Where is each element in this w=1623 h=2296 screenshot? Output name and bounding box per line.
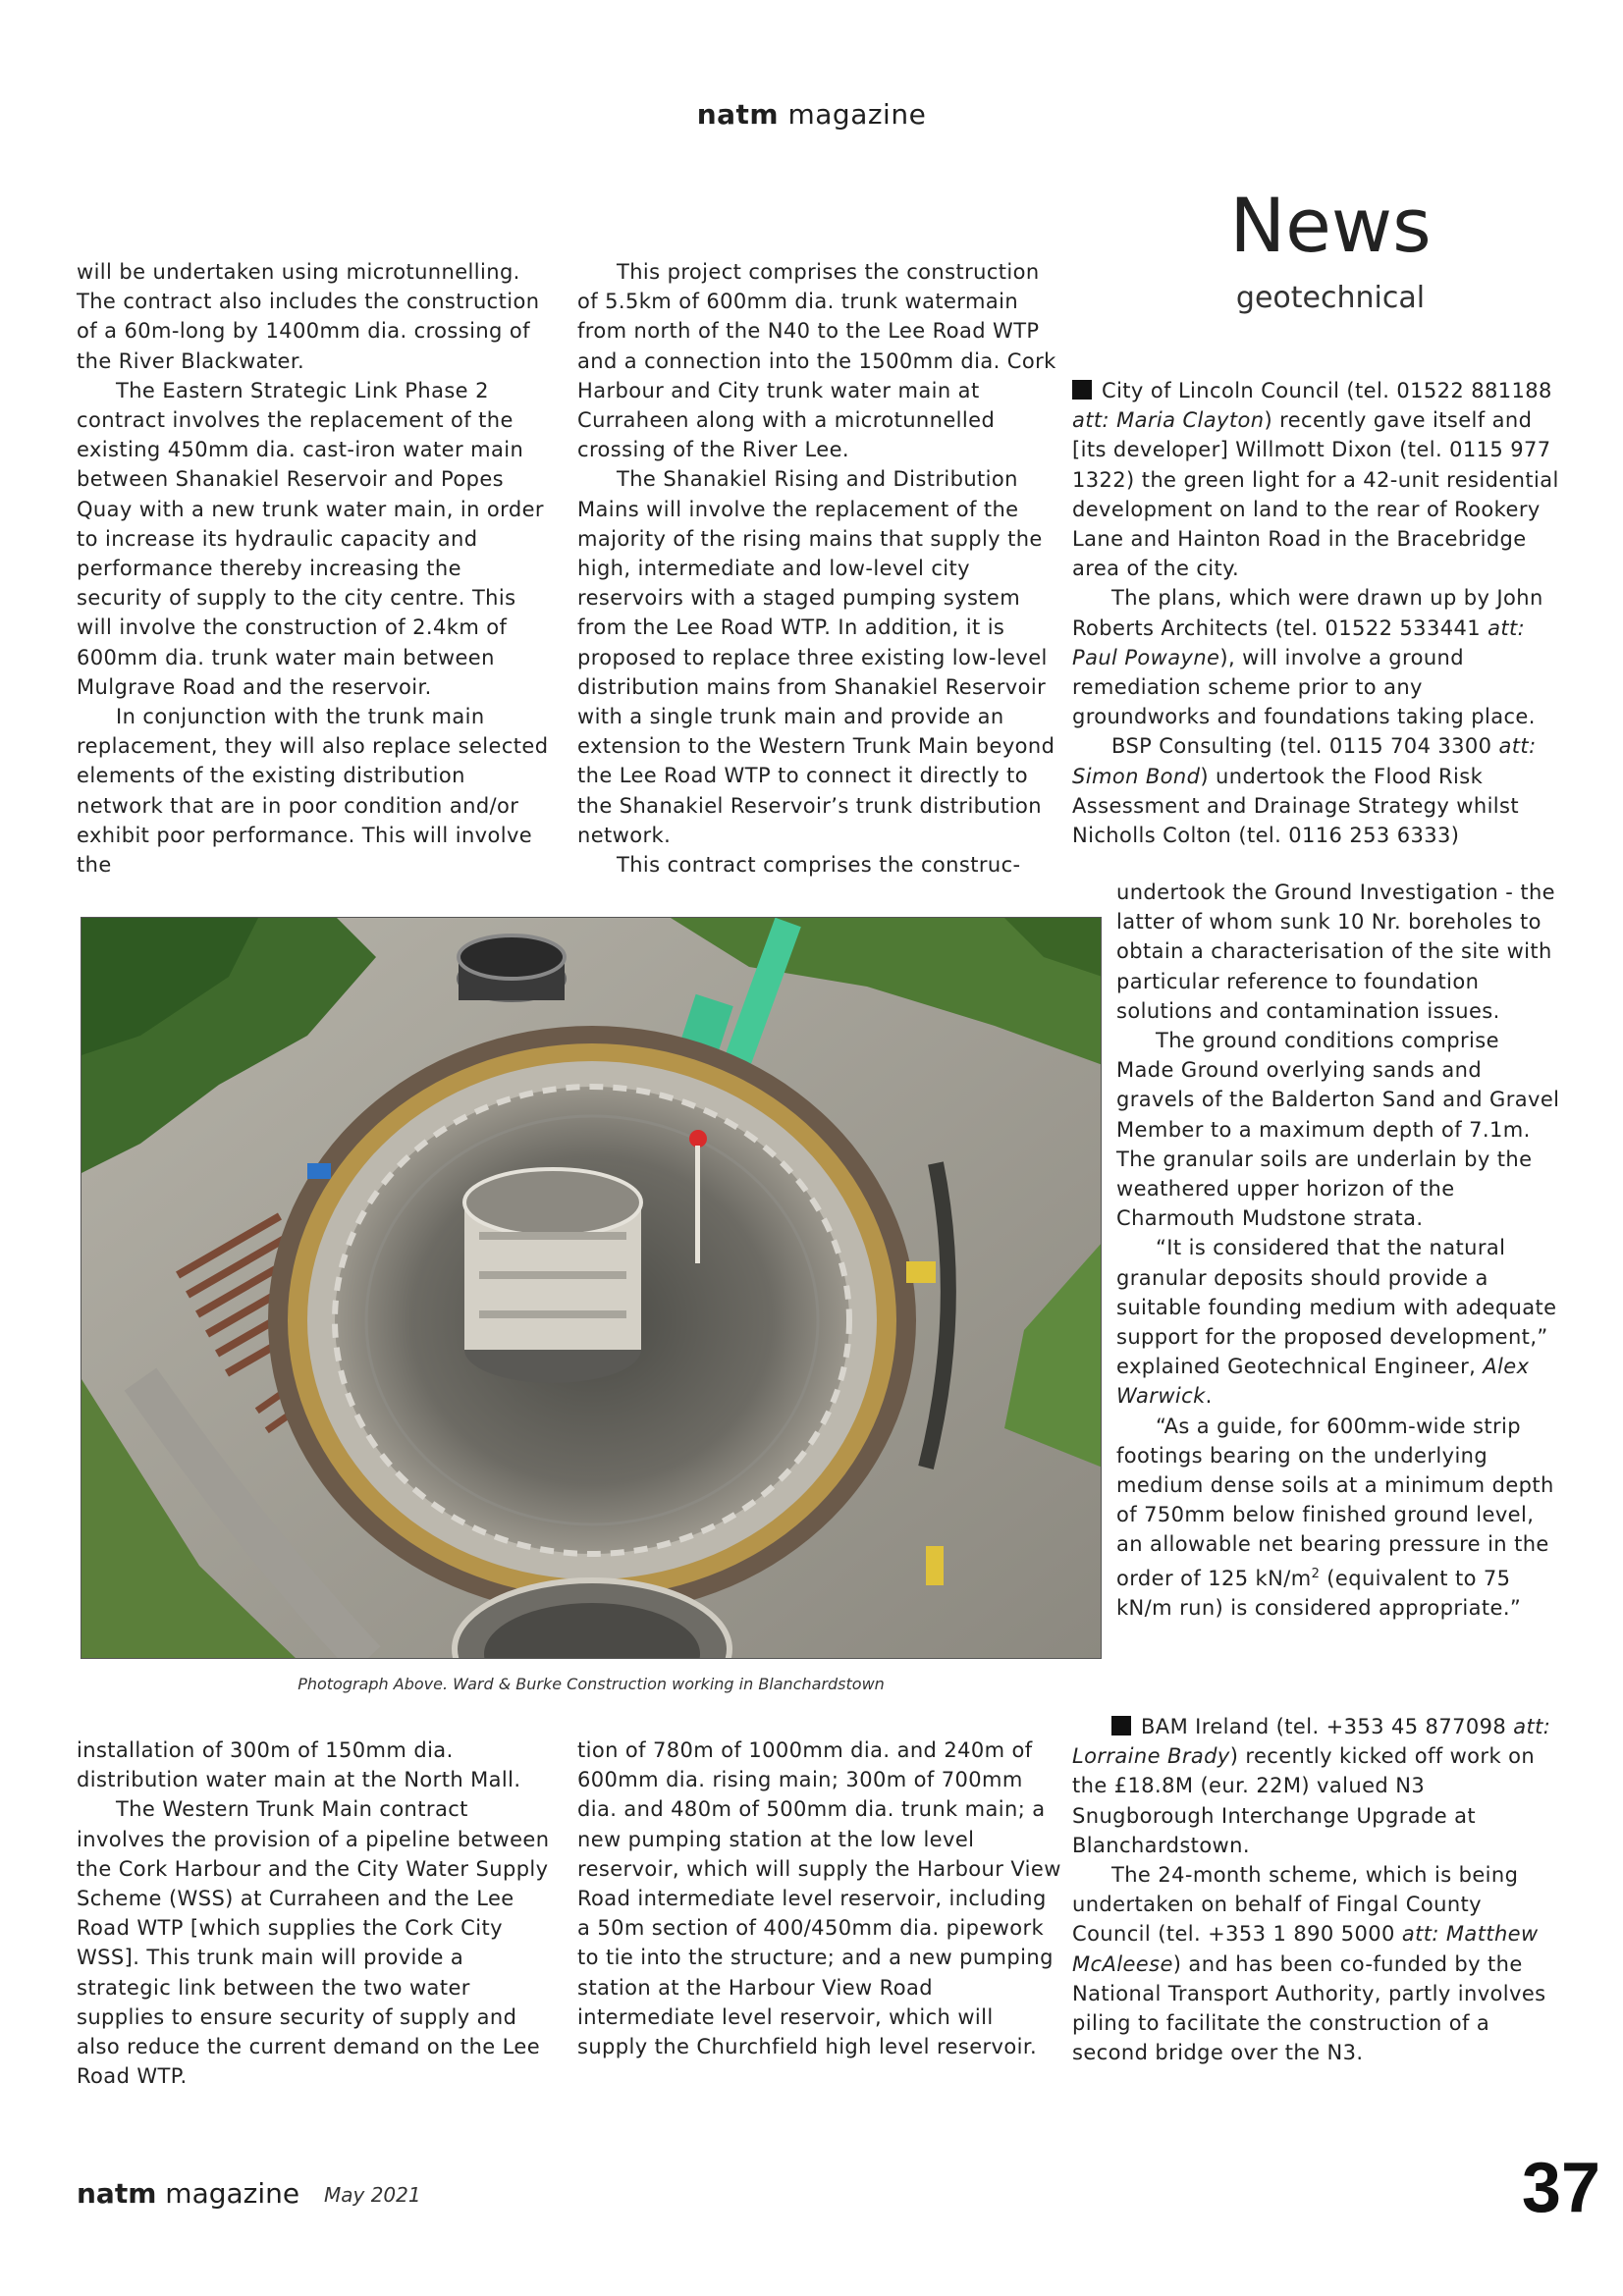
paragraph: The plans, which were drawn up by John Roberts Architects (tel. 01522 533441 att: Paul Powayne), will involve a ground remediation scheme prior to any groundworks and foundations taking place.: [1072, 586, 1543, 729]
construction-site-photo: [81, 917, 1102, 1659]
footer-date: May 2021: [324, 2183, 421, 2207]
paragraph: The Shanakiel Rising and Distribution Mains will involve the replacement of the majority of the rising mains that supply the high, intermediate and low-level city reservoirs with a staged pumping system from the Lee Road WTP. In addition, it is proposed to replace three existing low-level distribution mains from Shanakiel Reservoir with a single trunk main and provide an extension to the Western Trunk Main beyond the Lee Road WTP to connect it directly to the Shanakiel Reservoir’s trunk distribution network.: [577, 467, 1055, 847]
column-2-bottom: [577, 1735, 1062, 2061]
paragraph: The ground conditions comprise Made Ground overlying sands and gravels of the Balderton Sand and Gravel Member to a maximum depth of 7.1m. The granular soils are underlain by the weathered upper horizon of the Charmouth Mudstone strata.: [1116, 1029, 1560, 1231]
header-brand-bold: natm: [696, 98, 780, 131]
photo-caption: Photograph Above. Ward & Burke Construction working in Blanchardstown: [298, 1675, 885, 1693]
page-number: 37: [1521, 2149, 1600, 2227]
column-1-top: [77, 257, 553, 880]
footer-brand-rest: magazine: [165, 2177, 300, 2210]
running-header: [0, 98, 1623, 131]
column-1-bottom: [77, 1735, 553, 2091]
column-3-lincoln: [1072, 376, 1563, 850]
paragraph: This project comprises the construction of 5.5km of 600mm dia. trunk watermain from north of the N40 to the Lee Road WTP and a connection into the 1500mm dia. Cork Harbour and City trunk water main at Curraheen along with a microtunnelled crossing of the River Lee.: [577, 260, 1056, 462]
column-3-narrow: [1116, 878, 1563, 1623]
header-brand-rest: magazine: [787, 98, 927, 131]
column-3-bam: [1072, 1712, 1563, 2067]
paragraph: In conjunction with the trunk main replacement, they will also replace selected elements of the existing distribution network that are in poor condition and/or exhibit poor performance. This will involve the: [77, 705, 549, 878]
paragraph: The Western Trunk Main contract involves the provision of a pipeline between the Cork Harbour and the City Water Supply Scheme (WSS) at Curraheen and the Lee Road WTP [which supplies the Cork City WSS]. This trunk main will provide a strategic link between the two water supplies to ensure security of supply and also reduce the current demand on the Lee Road WTP.: [77, 1797, 550, 2089]
paragraph: “As a guide, for 600mm-wide strip footings bearing on the underlying medium dense soils at a minimum depth of 750mm below finished ground level, an allowable net bearing pressure in the order of 125 $kN/m^2$ (equivalent to 75 kN/m run) is considered appropriate.”: [1116, 1414, 1554, 1620]
paragraph: will be undertaken using microtunnelling. The contract also includes the construction of a 60m-long by 1400mm dia. crossing of the River Blackwater.: [77, 260, 540, 373]
section-title: News: [1229, 182, 1432, 269]
paragraph: This contract comprises the construc-: [617, 853, 1021, 878]
square-bullet-icon: [1072, 380, 1092, 400]
paragraph: “It is considered that the natural granular deposits should provide a suitable founding medium with adequate support for the proposed development,” explained Geotechnical Engineer, Alex Warwick.: [1116, 1236, 1557, 1409]
paragraph: BAM Ireland (tel. +353 45 877098 att: Lorraine Brady) recently kicked off work on the £18.8M (eur. 22M) valued N3 Snugborough Interchange Upgrade at Blanchardstown.: [1072, 1715, 1551, 1857]
paragraph: undertook the Ground Investigation - the latter of whom sunk 10 Nr. boreholes to obtain a characterisation of the site with particular reference to foundation solutions and contamination issues.: [1116, 881, 1556, 1023]
paragraph: installation of 300m of 150mm dia. distribution water main at the North Mall.: [77, 1738, 521, 1792]
paragraph: The 24-month scheme, which is being undertaken on behalf of Fingal County Council (tel. +353 1 890 5000 att: Matthew McAleese) and has been co-funded by the National Transport Authority, partly involves piling to facilitate the construction of a second bridge over the N3.: [1072, 1863, 1546, 2065]
paragraph: City of Lincoln Council (tel. 01522 881188 att: Maria Clayton) recently gave itself and [its developer] Willmott Dixon (tel. 0115 977 1322) the green light for a 42-unit residential development on land to the rear of Rookery Lane and Hainton Road in the Bracebridge area of the city.: [1072, 379, 1559, 581]
column-2-top: [577, 257, 1062, 880]
paragraph: The Eastern Strategic Link Phase 2 contract involves the replacement of the existing 450mm dia. cast-iron water main between Shanakiel Reservoir and Popes Quay with a new trunk water main, in order to increase its hydraulic capacity and performance thereby increasing the security of supply to the city centre. This will involve the construction of 2.4km of 600mm dia. trunk water main between Mulgrave Road and the reservoir.: [77, 378, 544, 699]
square-bullet-icon: [1111, 1716, 1131, 1735]
paragraph: BSP Consulting (tel. 0115 704 3300 att: Simon Bond) undertook the Flood Risk Assessment and Drainage Strategy whilst Nicholls Colton (tel. 0116 253 6333): [1072, 734, 1537, 848]
paragraph: tion of 780m of 1000mm dia. and 240m of 600mm dia. rising main; 300m of 700mm dia. and 480m of 500mm dia. trunk main; a new pumping station at the low level reservoir, which will supply the Harbour View Road intermediate level reservoir, including a 50m section of 400/450mm dia. pipework to tie into the structure; and a new pumping station at the Harbour View Road intermediate level reservoir, which will supply the Churchfield high level reservoir.: [577, 1738, 1061, 2059]
footer-brand: [77, 2177, 299, 2210]
footer-brand-bold: natm: [77, 2177, 157, 2210]
section-subtitle: geotechnical: [1235, 281, 1426, 315]
